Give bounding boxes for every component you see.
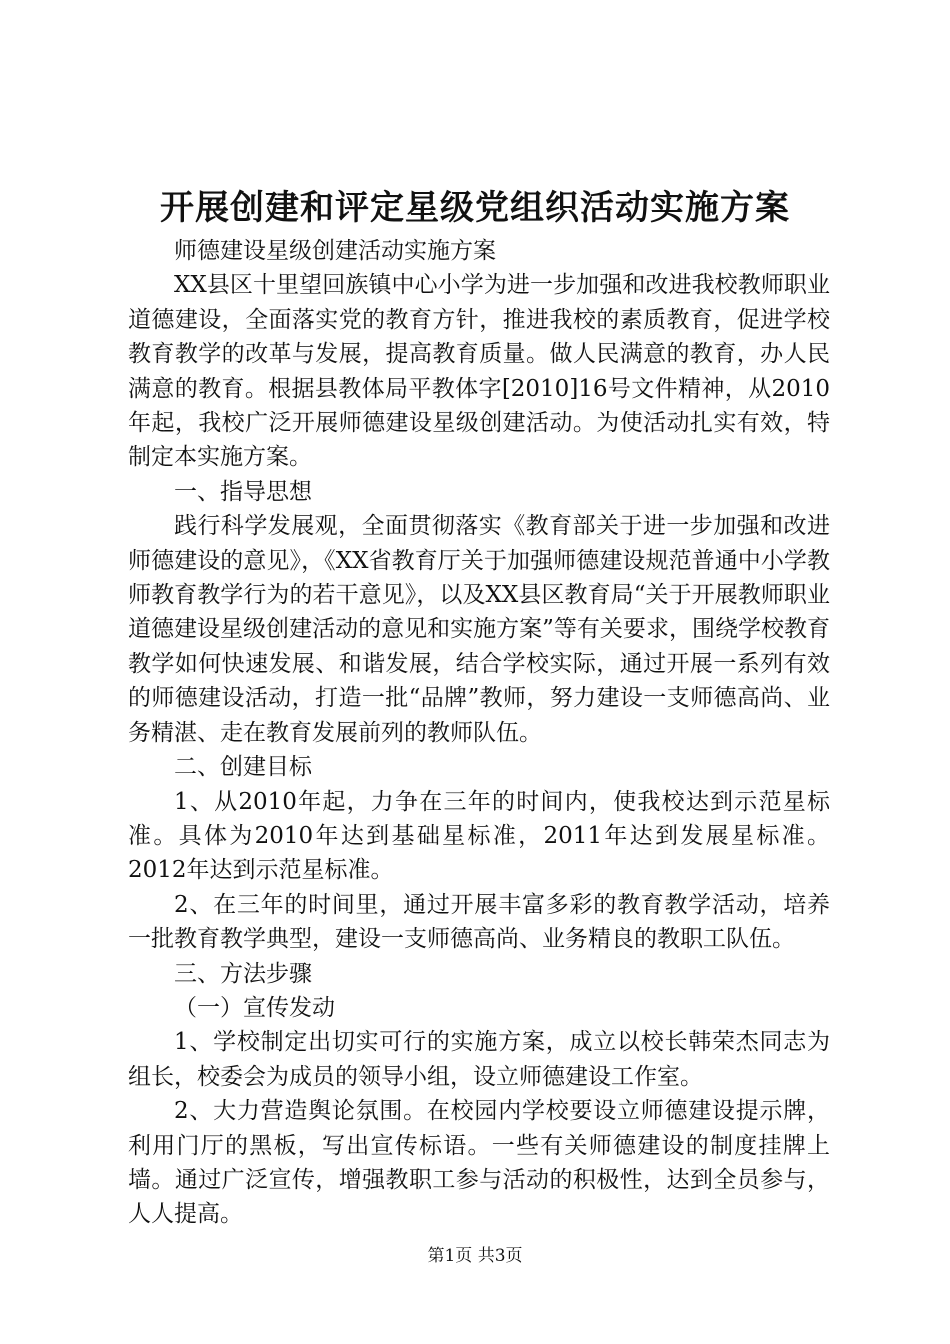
page-footer: 第1页 共3页	[427, 1246, 523, 1266]
goal-item-2: 2、在三年的时间里，通过开展丰富多彩的教育教学活动，培养一批教育教学典型，建设一支师德高尚、业务精良的教职工队伍。	[128, 891, 830, 953]
section-heading-goals: 二、创建目标	[174, 754, 312, 781]
document-title: 开展创建和评定星级党组织活动实施方案	[160, 188, 790, 228]
section-heading-steps: 三、方法步骤	[174, 960, 312, 987]
intro-paragraph: XX县区十里望回族镇中心小学为进一步加强和改进我校教师职业道德建设，全面落实党的教育方针，推进我校的素质教育，促进学校教育教学的改革与发展，提高教育质量。做人民满意的教育，办人民满意的教育。根据县教体局平教体字[2010]16号文件精神，从2010年起，我校广泛开展师德建设星级创建活动。为使活动扎实有效，特制定本实施方案。	[128, 272, 830, 471]
step-item-1: 1、学校制定出切实可行的实施方案，成立以校长韩荣杰同志为组长，校委会为成员的领导小组，设立师德建设工作室。	[128, 1029, 830, 1090]
guiding-thought-paragraph: 践行科学发展观，全面贯彻落实《教育部关于进一步加强和改进师德建设的意见》，《XX省教育厅关于加强师德建设规范普通中小学教师教育教学行为的若干意见》，以及XX县区教育局“关于开展教师职业道德建设星级创建活动的意见和实施方案”等有关要求，围绕学校教育教学如何快速发展、和谐发展，结合学校实际，通过开展一系列有效的师德建设活动，打造一批“品牌”教师，努力建设一支师德高尚、业务精湛、走在教育发展前列的教师队伍。	[128, 513, 830, 746]
goal-item-1: 1、从2010年起，力争在三年的时间内，使我校达到示范星标准。具体为2010年达到基础星标准，2011年达到发展星标准。2012年达到示范星标准。	[128, 788, 830, 884]
subtitle-paragraph: 师德建设星级创建活动实施方案	[174, 238, 496, 264]
step-item-2: 2、大力营造舆论氛围。在校园内学校要设立师德建设提示牌，利用门厅的黑板，写出宣传标语。一些有关师德建设的制度挂牌上墙。通过广泛宣传，增强教职工参与活动的积极性，达到全员参与，人人提高。	[128, 1098, 830, 1228]
document-body	[128, 234, 830, 1232]
subsection-heading-publicity: （一）宣传发动	[174, 994, 335, 1021]
section-heading-guiding-thought: 一、指导思想	[174, 478, 312, 505]
